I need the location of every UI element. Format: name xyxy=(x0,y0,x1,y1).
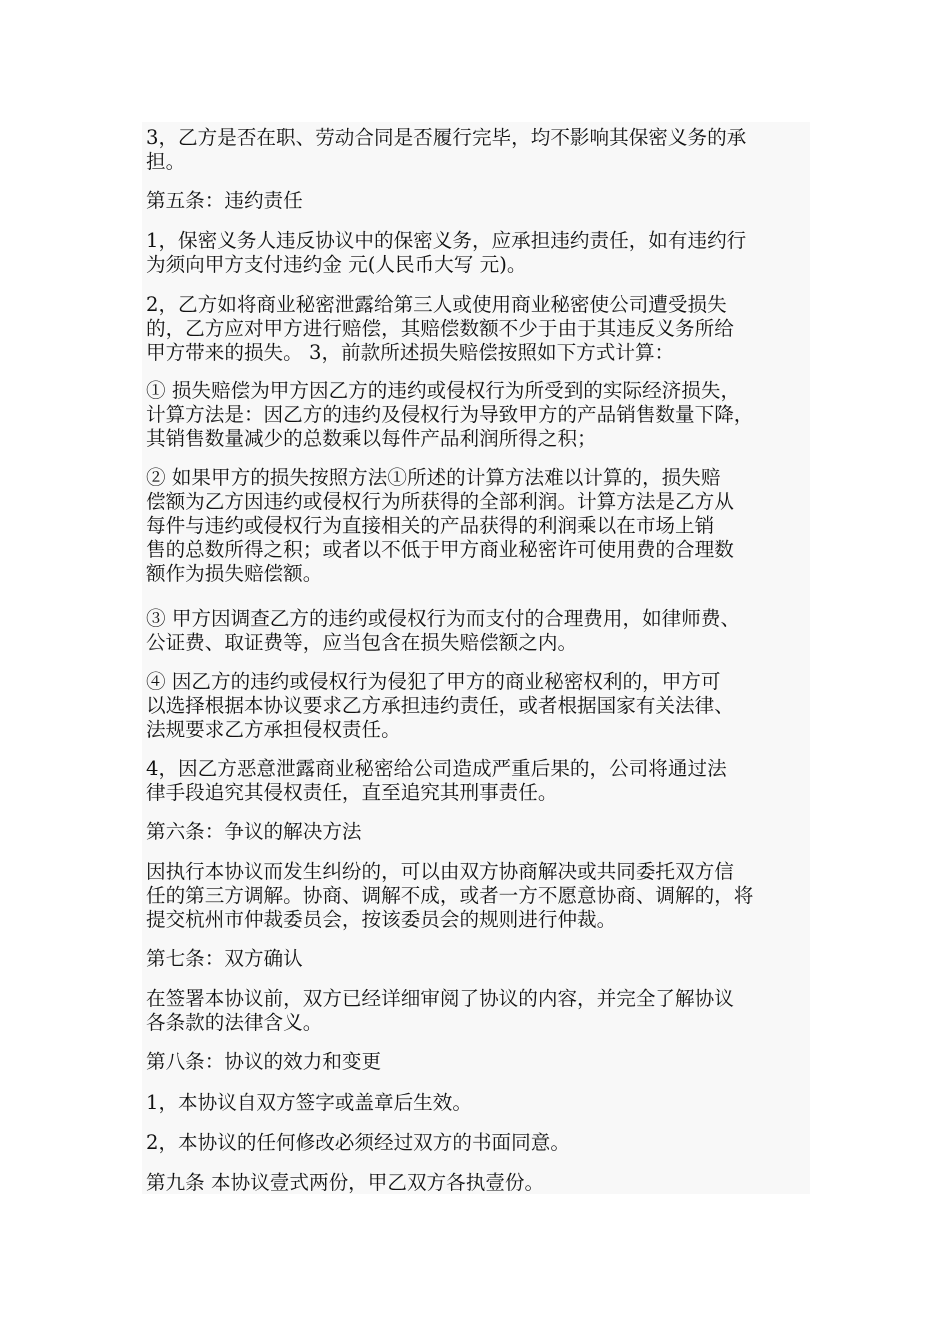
clause-5-heading xyxy=(146,189,826,213)
text-line: 律手段追究其侵权责任，直至追究其刑事责任。 xyxy=(146,781,558,804)
clause-5-item-1 xyxy=(146,229,826,277)
clause-9 xyxy=(146,1171,826,1195)
text-line: 法规要求乙方承担侵权责任。 xyxy=(146,718,401,741)
section-heading: 第八条：协议的效力和变更 xyxy=(146,1050,382,1073)
text-line: 甲方带来的损失。 3，前款所述损失赔偿按照如下方式计算： xyxy=(146,341,675,364)
text-line: 4，因乙方恶意泄露商业秘密给公司造成严重后果的，公司将通过法 xyxy=(146,757,727,780)
section-heading: 第九条 本协议壹式两份，甲乙双方各执壹份。 xyxy=(146,1171,545,1194)
text-line: 任的第三方调解。协商、调解不成，或者一方不愿意协商、调解的，将 xyxy=(146,884,754,907)
text-line: 担。 xyxy=(146,150,186,173)
text-line: 为须向甲方支付违约金 元(人民币大写 元)。 xyxy=(146,253,527,276)
clause-7-body xyxy=(146,987,826,1035)
text-line: 的，乙方应对甲方进行赔偿，其赔偿数额不少于由于其违反义务所给 xyxy=(146,317,734,340)
document-page xyxy=(142,122,810,1194)
clause-4-item-3 xyxy=(146,126,826,174)
clause-6-body xyxy=(146,860,826,932)
text-line: 各条款的法律含义。 xyxy=(146,1011,323,1034)
clause-8-item-1 xyxy=(146,1091,826,1115)
section-heading: 第七条：双方确认 xyxy=(146,947,303,970)
text-line: 每件与违约或侵权行为直接相关的产品获得的利润乘以在市场上销 xyxy=(146,514,715,537)
compensation-method-1 xyxy=(146,379,826,451)
text-line: 额作为损失赔偿额。 xyxy=(146,562,323,585)
section-heading: 第六条：争议的解决方法 xyxy=(146,820,362,843)
text-line: 公证费、取证费等，应当包含在损失赔偿额之内。 xyxy=(146,631,578,654)
compensation-method-4 xyxy=(146,670,826,742)
clause-5-item-2 xyxy=(146,293,826,365)
text-line: 偿额为乙方因违约或侵权行为所获得的全部利润。计算方法是乙方从 xyxy=(146,490,734,513)
text-line: 以选择根据本协议要求乙方承担违约责任，或者根据国家有关法律、 xyxy=(146,694,734,717)
clause-8-item-2 xyxy=(146,1131,826,1155)
text-line: ③ 甲方因调查乙方的违约或侵权行为而支付的合理费用，如律师费、 xyxy=(146,607,741,630)
clause-8-heading xyxy=(146,1050,826,1074)
text-line: ② 如果甲方的损失按照方法①所述的计算方法难以计算的，损失赔 xyxy=(146,466,721,489)
text-line: 1，本协议自双方签字或盖章后生效。 xyxy=(146,1091,472,1114)
text-line: 在签署本协议前，双方已经详细审阅了协议的内容，并完全了解协议 xyxy=(146,987,734,1010)
text-line: 2，本协议的任何修改必须经过双方的书面同意。 xyxy=(146,1131,570,1154)
text-line: 提交杭州市仲裁委员会，按该委员会的规则进行仲裁。 xyxy=(146,908,617,931)
text-line: 因执行本协议而发生纠纷的，可以由双方协商解决或共同委托双方信 xyxy=(146,860,734,883)
text-line: 1，保密义务人违反协议中的保密义务，应承担违约责任，如有违约行 xyxy=(146,229,747,252)
text-line: ① 损失赔偿为甲方因乙方的违约或侵权行为所受到的实际经济损失， xyxy=(146,379,741,402)
section-heading: 第五条：违约责任 xyxy=(146,189,303,212)
text-line: 2，乙方如将商业秘密泄露给第三人或使用商业秘密使公司遭受损失 xyxy=(146,293,727,316)
clause-7-heading xyxy=(146,947,826,971)
compensation-method-2 xyxy=(146,466,826,586)
compensation-method-3 xyxy=(146,607,826,655)
text-line: 售的总数所得之积；或者以不低于甲方商业秘密许可使用费的合理数 xyxy=(146,538,734,561)
text-line: ④ 因乙方的违约或侵权行为侵犯了甲方的商业秘密权利的，甲方可 xyxy=(146,670,721,693)
clause-5-item-4 xyxy=(146,757,826,805)
clause-6-heading xyxy=(146,820,826,844)
text-line: 其销售数量减少的总数乘以每件产品利润所得之积； xyxy=(146,427,597,450)
text-line: 计算方法是：因乙方的违约及侵权行为导致甲方的产品销售数量下降， xyxy=(146,403,754,426)
text-line: 3，乙方是否在职、劳动合同是否履行完毕，均不影响其保密义务的承 xyxy=(146,126,747,149)
